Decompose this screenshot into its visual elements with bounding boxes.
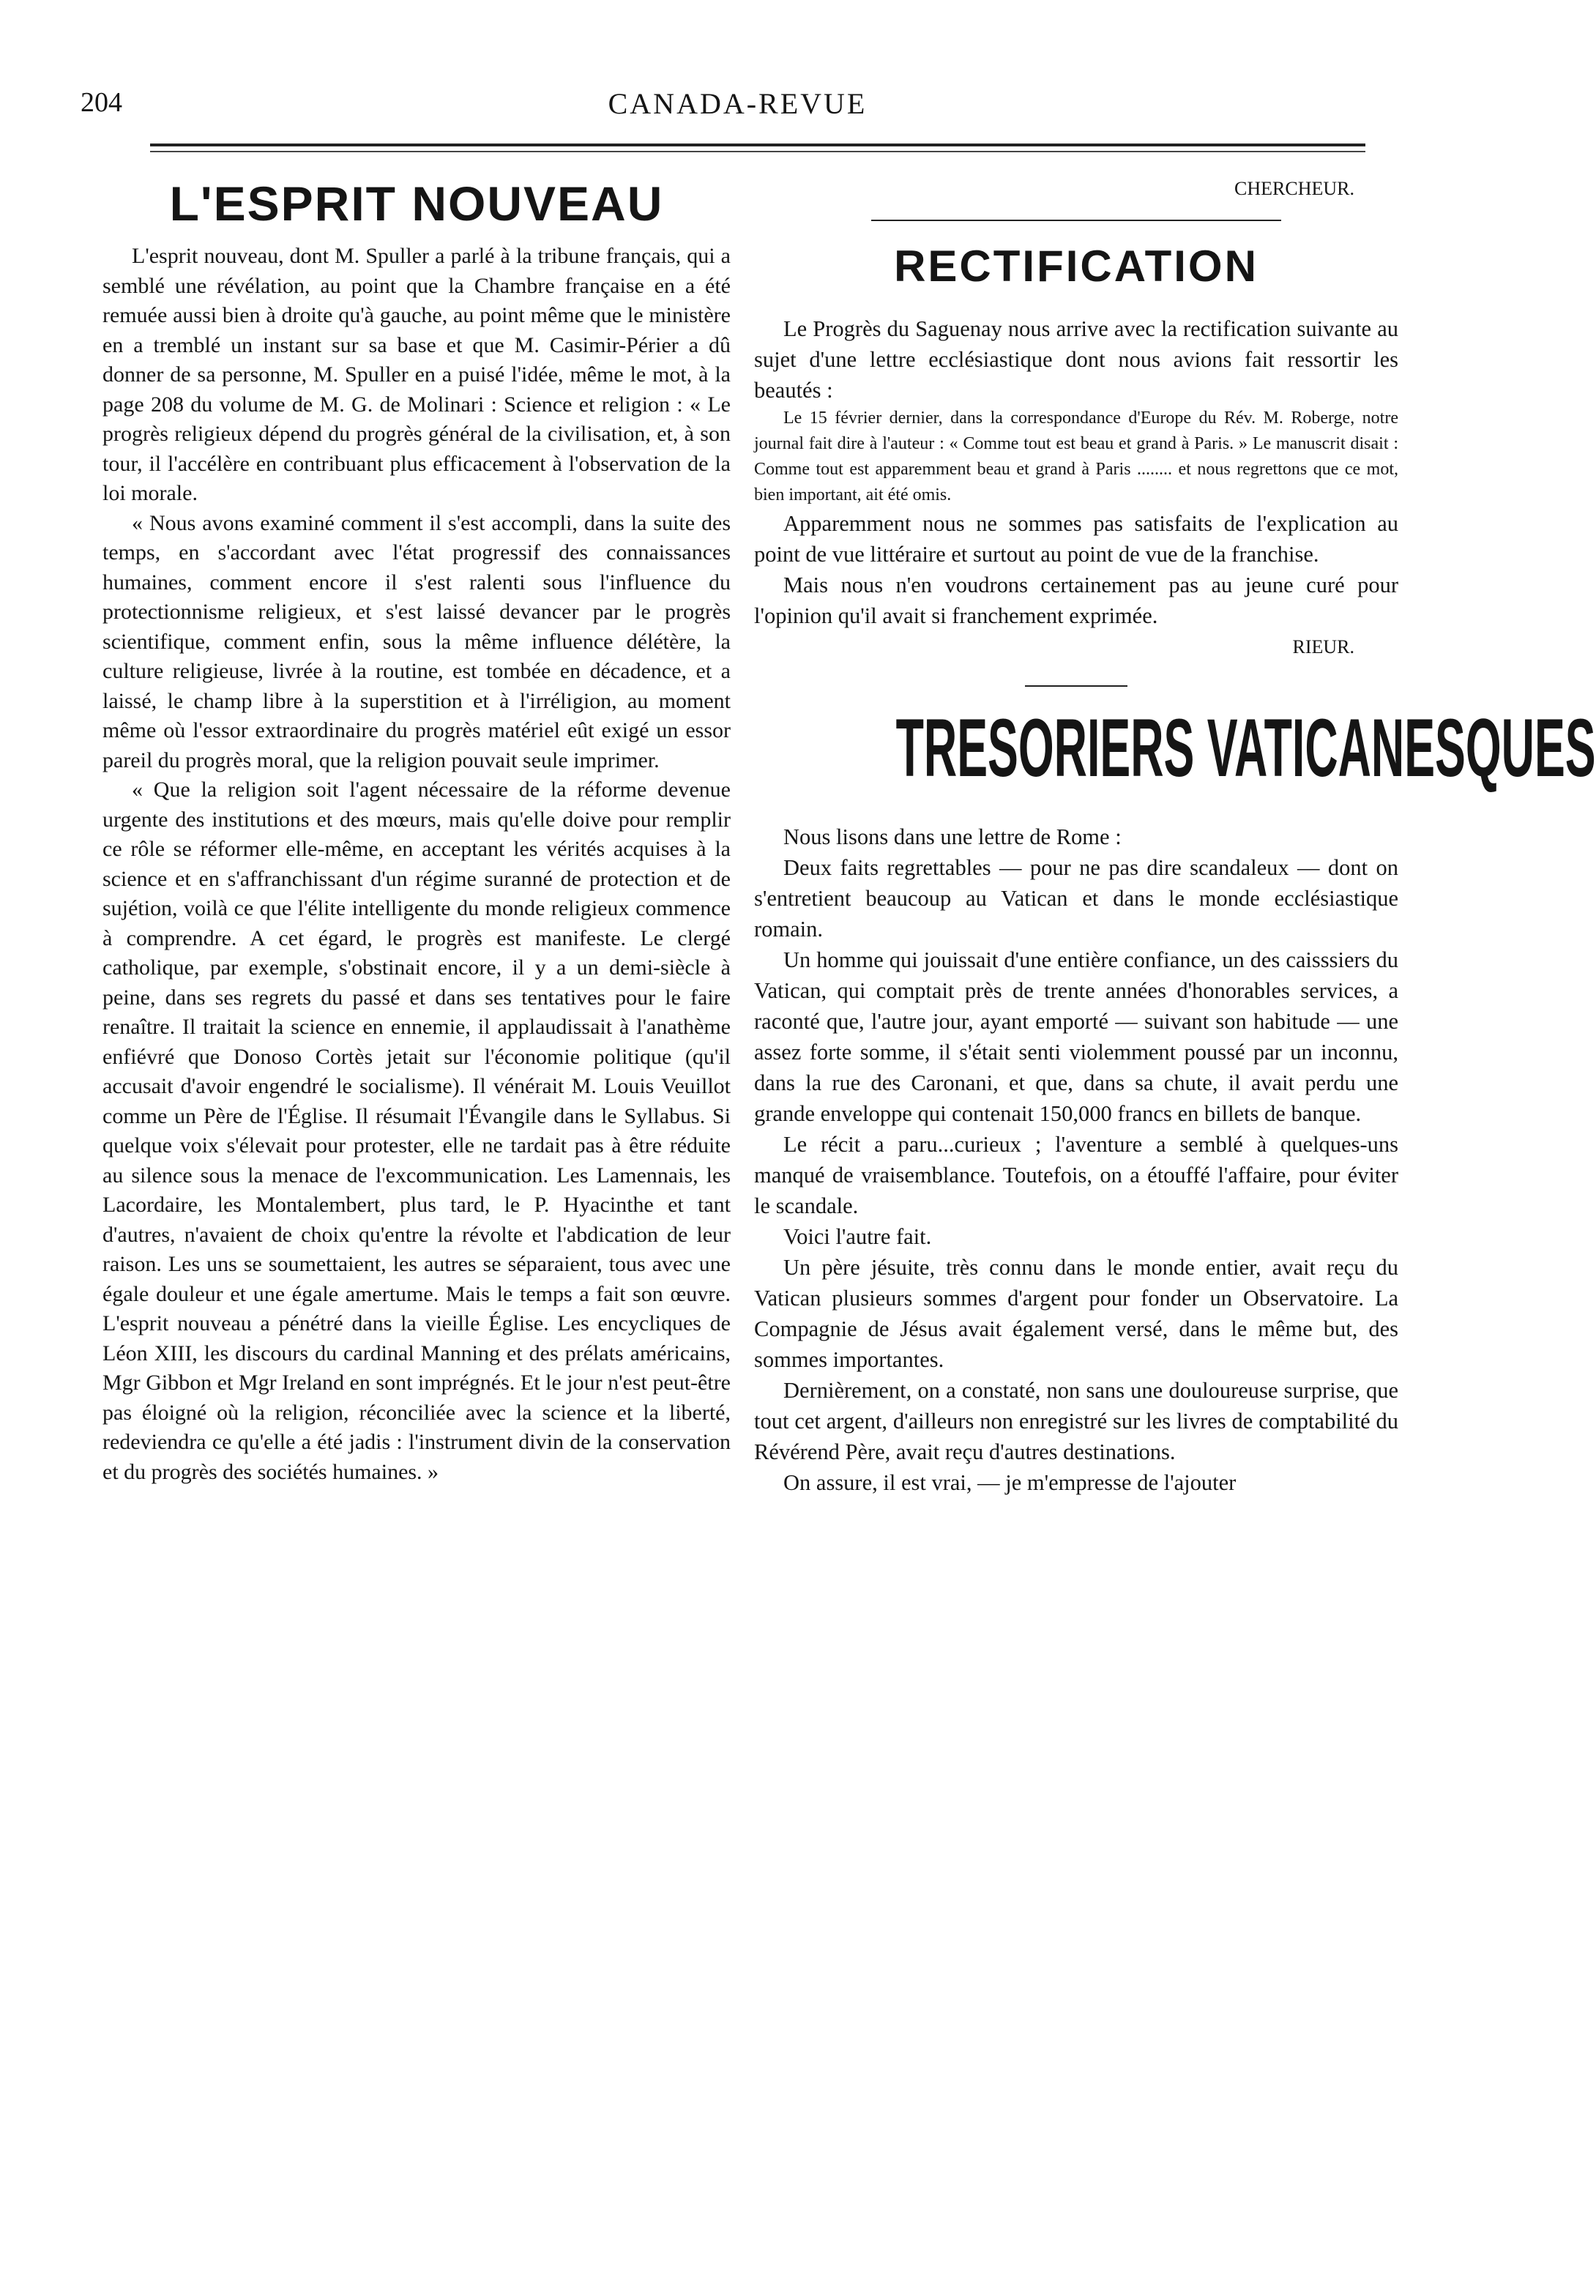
- article-paragraph: Un père jésuite, très connu dans le monde entier, avait reçu du Vatican plusieurs sommes d'argent pour fonder un Observatoire. La Compagnie de Jésus avait également versé, dans le même but, des sommes importantes.: [754, 1255, 1398, 1372]
- signature-chercheur: CHERCHEUR.: [1234, 178, 1354, 199]
- article-paragraph: Un homme qui jouissait d'une entière confiance, un des caisssiers du Vatican, qui comptait près de trente années d'honorables services, a raconté que, l'autre jour, ayant emporté — suivant son habitude — une assez forte somme, il s'était senti violemment poussé par un inconnu, dans la rue des Caronani, et que, dans sa chute, il avait perdu une grande enveloppe qui contenait 150,000 francs en billets de banque.: [754, 947, 1398, 1126]
- left-column: [102, 173, 731, 1487]
- article-paragraph: Dernièrement, on a constaté, non sans une douloureuse surprise, que tout cet argent, d'ailleurs non enregistré sur les livres de comptabilité du Révérend Père, avait reçu d'autres destinations.: [754, 1378, 1398, 1464]
- header-rule-thin: [150, 151, 1365, 152]
- article-paragraph: Le récit a paru...curieux ; l'aventure a semblé à quelques-uns manqué de vraisemblance. Toutefois, on a étouffé l'affaire, pour éviter le scandale.: [754, 1132, 1398, 1218]
- quoted-correction: Le 15 février dernier, dans la correspondance d'Europe du Rév. M. Roberge, notre journal fait dire à l'auteur : « Comme tout est beau et grand à Paris. » Le manuscrit disait : Comme tout est apparemment beau et grand à Paris ........ et nous regrettons que ce mot, bien important, ait été omis.: [754, 409, 1398, 504]
- article-paragraph: « Nous avons examiné comment il s'est accompli, dans la suite des temps, en s'accordant avec l'état progressif des connaissances humaines, comment encore il s'est ralenti sous l'influence du protectionnisme religieux, et s'est laissé devancer par le progrès scientifique, comment enfin, sous la même influence délétère, la culture religieuse, livrée à la routine, est tombée en décadence, et a laissé, le champ libre à la superstition et à l'irréligion, au moment même où l'essor extraordinaire du progrès matériel eût exigé un essor pareil du progrès moral, que la religion pouvait seule imprimer.: [102, 510, 731, 772]
- article-paragraph: Mais nous n'en voudrons certainement pas au jeune curé pour l'opinion qu'il avait si franchement exprimée.: [754, 573, 1398, 628]
- article-separator: [1025, 685, 1127, 687]
- article-separator: [871, 220, 1281, 221]
- article-title-tresoriers: TRESORIERS VATICANESQUES: [895, 702, 1596, 794]
- article-title-esprit-nouveau: L'ESPRIT NOUVEAU: [169, 176, 664, 231]
- article-paragraph: L'esprit nouveau, dont M. Spuller a parlé à la tribune français, qui a semblé une révélation, au point que la Chambre française en a été remuée aussi bien à droite qu'à gauche, au point même que le ministère en a tremblé un instant sur sa base et que M. Casimir-Périer a dû donner de sa personne, M. Spuller en a puisé l'idée, même le mot, à la page 208 du volume de M. G. de Molinari : Science et religion : « Le progrès religieux dépend du progrès général de la civilisation, et, à son tour, il l'accélère en contribuant plus efficacement à l'observation de la loi morale.: [102, 244, 731, 505]
- signature-rieur: RIEUR.: [1292, 636, 1354, 657]
- article-paragraph: « Que la religion soit l'agent nécessaire de la réforme devenue urgente des institutions et des mœurs, mais qu'elle doive pour remplir ce rôle se réformer elle-même, en acceptant les vérités acquises à la science et en s'affranchissant d'un régime suranné de protection et de sujétion, voilà ce que l'élite intelligente du monde religieux commence à comprendre. A cet égard, le progrès est manifeste. Le clergé catholique, par exemple, s'obstinait encore, il y a un demi-siècle à peine, dans ses regrets du passé et dans ses tentatives pour le faire renaître. Il traitait la science en ennemie, il applaudissait à l'anathème enfiévré que Donoso Cortès jetait sur l'économie politique (qu'il accusait d'avoir engendré le socialisme). Il vénérait M. Louis Veuillot comme un Père de l'Église. Il résumait l'Évangile dans le Syllabus. Si quelque voix s'élevait pour protester, elle ne tardait pas à être réduite au silence sous la menace de l'excommunication. Les Lamennais, les Lacordaire, les Montalembert, plus tard, le P. Hyacinthe et tant d'autres, n'avaient de choix qu'entre la révolte et l'abdication de leur raison. Les uns se soumettaient, les autres se séparaient, tous avec une égale douleur et une égale amertume. Mais le temps a fait son œuvre. L'esprit nouveau a pénétré dans la vieille Église. Les encycliques de Léon XIII, les discours du cardinal Manning et des prélats américains, Mgr Gibbon et Mgr Ireland en sont imprégnés. Et le jour n'est peut-être pas éloigné où la religion, réconciliée avec la science et la liberté, redeviendra ce qu'elle a été jadis : l'instrument divin de la conservation et du progrès des sociétés humaines. »: [102, 778, 731, 1484]
- page-number: 204: [81, 87, 122, 118]
- article-title-rectification: RECTIFICATION: [894, 242, 1258, 291]
- running-title: CANADA-REVUE: [608, 87, 868, 120]
- page-header: [81, 86, 1395, 130]
- article-paragraph: Voici l'autre fait.: [783, 1224, 932, 1249]
- article-paragraph: On assure, il est vrai, — je m'empresse de l'ajouter: [783, 1470, 1237, 1495]
- article-intro: Nous lisons dans une lettre de Rome :: [783, 824, 1122, 849]
- article-paragraph: Deux faits regrettables — pour ne pas dire scandaleux — dont on s'entretient beaucoup au Vatican et dans le monde ecclésiastique romain.: [754, 855, 1398, 942]
- article-paragraph: Apparemment nous ne sommes pas satisfaits de l'explication au point de vue littéraire et surtout au point de vue de la franchise.: [754, 511, 1398, 567]
- right-column: [754, 173, 1596, 1498]
- article-intro: Le Progrès du Saguenay nous arrive avec la rectification suivante au sujet d'une lettre ecclésiastique dont nous avions fait ressortir les beautés :: [754, 316, 1398, 403]
- header-rule: [150, 144, 1365, 146]
